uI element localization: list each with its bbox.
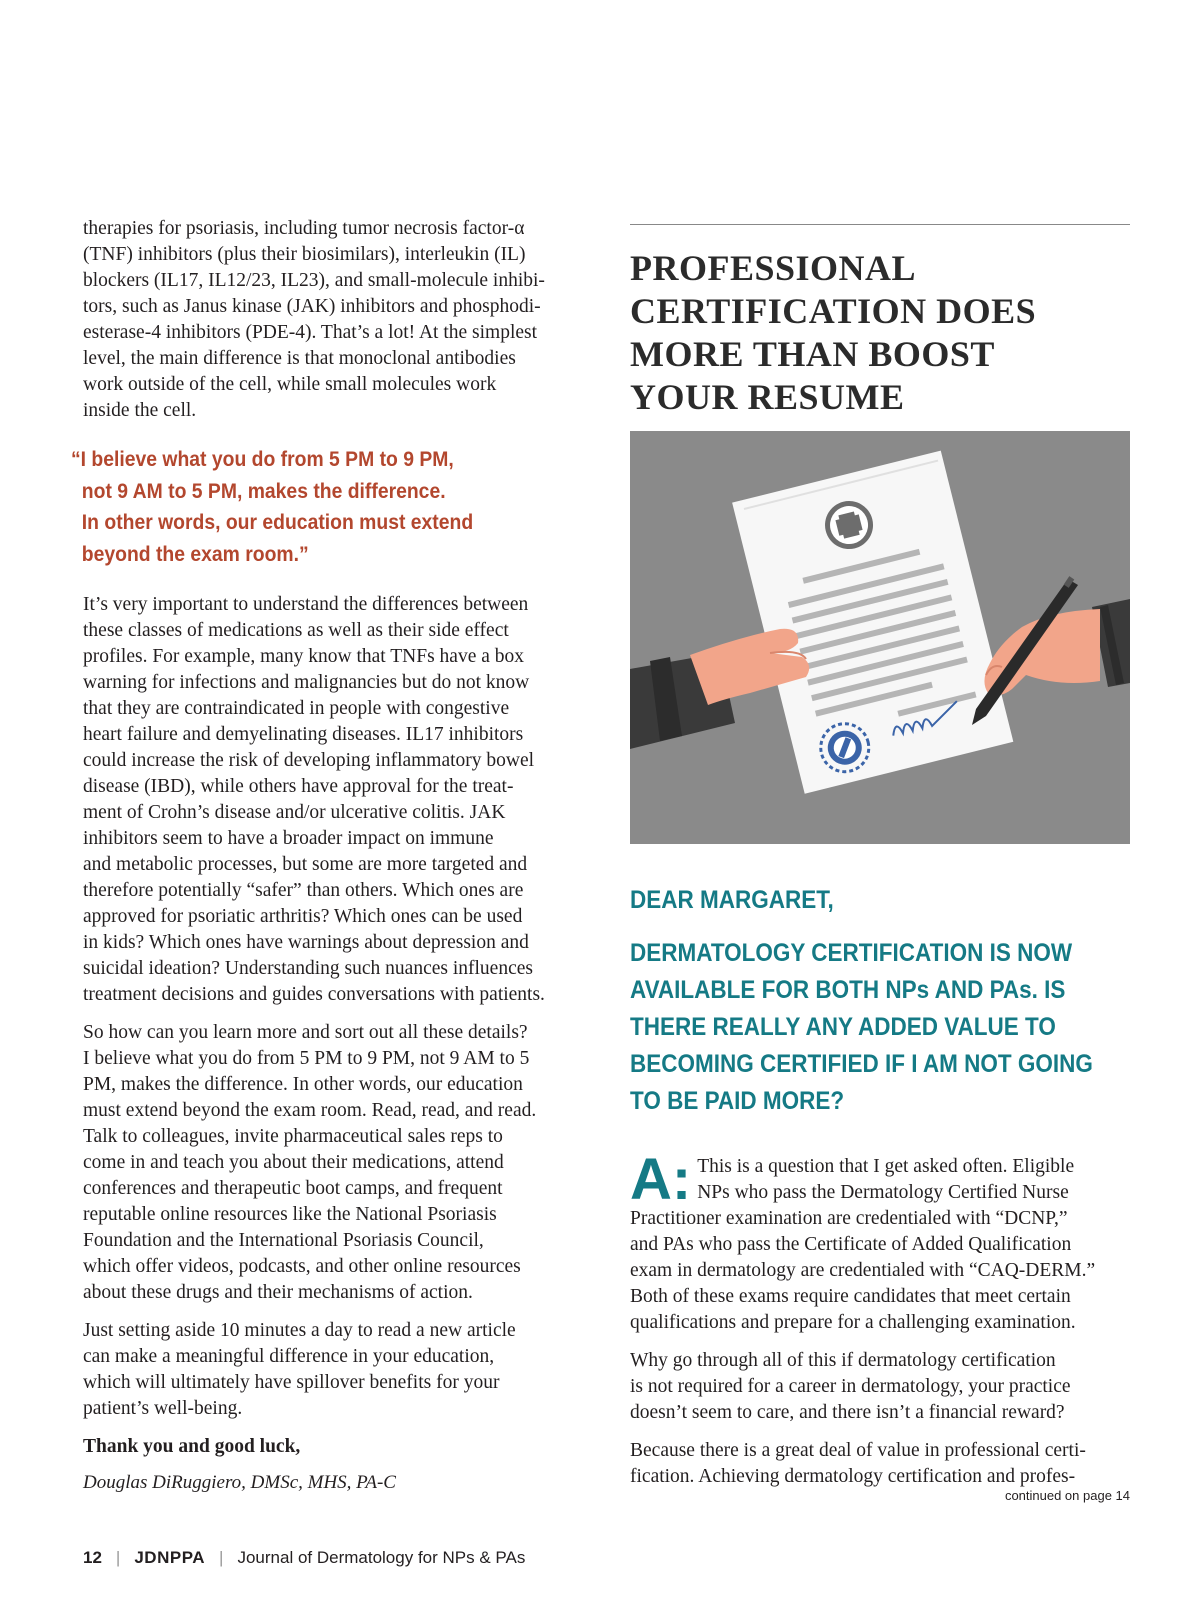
continued-note: continued on page 14 xyxy=(1004,1488,1130,1503)
signing-document-illustration xyxy=(630,431,1130,844)
text-line: conferences and therapeutic boot camps, and frequent xyxy=(83,1178,503,1199)
text-line: Because there is a great deal of value in professional certi- xyxy=(630,1440,1086,1461)
text-line: Just setting aside 10 minutes a day to read a new article xyxy=(83,1320,516,1341)
text-line: and metabolic processes, but some are more targeted and xyxy=(83,854,528,875)
text-line: AVAILABLE FOR BOTH NPs AND PAs. IS xyxy=(630,976,1066,1004)
text-line: THERE REALLY ANY ADDED VALUE TO xyxy=(630,1013,1056,1041)
text-line: work outside of the cell, while small molecules work xyxy=(83,374,497,395)
text-line: profiles. For example, many know that TNFs have a box xyxy=(83,646,525,667)
text-line: which will ultimately have spillover benefits for your xyxy=(83,1372,500,1393)
text-line: Both of these exams require candidates that meet certain xyxy=(630,1286,1071,1307)
text-line: warning for infections and malignancies but do not know xyxy=(83,672,530,693)
text-line: level, the main difference is that monoclonal antibodies xyxy=(83,348,516,369)
right-column xyxy=(630,216,1130,1503)
text-line: approved for psoriatic arthritis? Which ones can be used xyxy=(83,906,523,927)
text-line: qualifications and prepare for a challenging examination. xyxy=(630,1312,1076,1333)
text-line: therapies for psoriasis, including tumor necrosis factor-α xyxy=(83,218,525,239)
signoff: Thank you and good luck, xyxy=(83,1436,301,1457)
text-line: inside the cell. xyxy=(83,400,197,421)
body-paragraph-4 xyxy=(83,1318,583,1422)
article-headline xyxy=(630,247,1130,419)
text-line: inhibitors seem to have a broader impact on immune xyxy=(83,828,494,849)
letter-greeting: DEAR MARGARET, xyxy=(630,886,834,914)
text-line: Practitioner examination are credentialed with “DCNP,” xyxy=(630,1208,1068,1229)
text-line: come in and teach you about their medications, attend xyxy=(83,1152,504,1173)
footer-separator: | xyxy=(115,1548,121,1567)
text-line: So how can you learn more and sort out all these details? xyxy=(83,1022,528,1043)
answer-paragraph-1 xyxy=(630,1147,1130,1336)
text-line: TO BE PAID MORE? xyxy=(630,1087,845,1115)
body-paragraph-1 xyxy=(83,216,583,424)
body-paragraph-3 xyxy=(83,1020,583,1306)
text-line: YOUR RESUME xyxy=(630,377,905,417)
text-line: treatment decisions and guides conversations with patients. xyxy=(83,984,545,1005)
answer-dropcap: A: xyxy=(630,1147,692,1212)
journal-name: Journal of Dermatology for NPs & PAs xyxy=(237,1548,526,1567)
text-line: It’s very important to understand the differences between xyxy=(83,594,529,615)
text-line: reputable online resources like the National Psoriasis xyxy=(83,1204,497,1225)
page-number: 12 xyxy=(83,1548,102,1567)
text-line: must extend beyond the exam room. Read, read, and read. xyxy=(83,1100,537,1121)
pull-quote xyxy=(71,444,571,570)
text-line: heart failure and demyelinating diseases. IL17 inhibitors xyxy=(83,724,524,745)
journal-abbreviation: JDNPPA xyxy=(134,1548,206,1567)
pull-quote-line: beyond the exam room.” xyxy=(81,541,309,566)
text-line: I believe what you do from 5 PM to 9 PM, not 9 AM to 5 xyxy=(83,1048,530,1069)
text-line: Talk to colleagues, invite pharmaceutical sales reps to xyxy=(83,1126,503,1147)
text-line: about these drugs and their mechanisms of action. xyxy=(83,1282,473,1303)
text-line: patient’s well-being. xyxy=(83,1398,243,1419)
text-line: PROFESSIONAL xyxy=(630,248,917,288)
answer-block xyxy=(630,1147,1130,1336)
text-line: esterase-4 inhibitors (PDE-4). That’s a lot! At the simplest xyxy=(83,322,538,343)
pull-quote-line: In other words, our education must extend xyxy=(81,510,474,534)
text-line: can make a meaningful difference in your education, xyxy=(83,1346,495,1367)
text-line: is not required for a career in dermatology, your practice xyxy=(630,1376,1071,1397)
text-line: Foundation and the International Psoriasis Council, xyxy=(83,1230,484,1251)
text-line: (TNF) inhibitors (plus their biosimilars), interleukin (IL) xyxy=(83,244,526,265)
text-line: MORE THAN BOOST xyxy=(630,334,995,374)
text-line: ment of Crohn’s disease and/or ulcerative colitis. JAK xyxy=(83,802,506,823)
text-line: This is a question that I get asked often. Eligible xyxy=(697,1156,1075,1177)
text-line: therefore potentially “safer” than others. Which ones are xyxy=(83,880,524,901)
text-line: could increase the risk of developing inflammatory bowel xyxy=(83,750,535,771)
section-divider xyxy=(630,224,1130,225)
text-line: BECOMING CERTIFIED IF I AM NOT GOING xyxy=(630,1050,1093,1078)
text-line: doesn’t seem to care, and there isn’t a financial reward? xyxy=(630,1402,1065,1423)
text-line: that they are contraindicated in people with congestive xyxy=(83,698,510,719)
left-column xyxy=(71,216,583,1496)
footer-separator-2: | xyxy=(219,1548,224,1567)
text-line: in kids? Which ones have warnings about depression and xyxy=(83,932,529,953)
text-line: tors, such as Janus kinase (JAK) inhibitors and phosphodi- xyxy=(83,296,541,317)
pull-quote-line: “I believe what you do from 5 PM to 9 PM, xyxy=(71,447,454,471)
page-footer xyxy=(83,1548,525,1568)
answer-paragraph-2 xyxy=(630,1348,1130,1426)
text-line: CERTIFICATION DOES xyxy=(630,291,1037,331)
text-line: PM, makes the difference. In other words, our education xyxy=(83,1074,523,1095)
text-line: these classes of medications as well as their side effect xyxy=(83,620,509,641)
reader-question xyxy=(630,935,1130,1120)
pull-quote-line: not 9 AM to 5 PM, makes the difference. xyxy=(81,478,446,503)
body-paragraph-2 xyxy=(83,592,583,1008)
text-line: fication. Achieving dermatology certification and profes- xyxy=(630,1466,1076,1487)
text-line: NPs who pass the Dermatology Certified Nurse xyxy=(697,1182,1069,1203)
author-signature: Douglas DiRuggiero, DMSc, MHS, PA-C xyxy=(83,1472,396,1493)
text-line: disease (IBD), while others have approval for the treat- xyxy=(83,776,514,797)
text-line: suicidal ideation? Understanding such nuances influences xyxy=(83,958,533,979)
text-line: DERMATOLOGY CERTIFICATION IS NOW xyxy=(630,939,1073,967)
text-line: and PAs who pass the Certificate of Added Qualification xyxy=(630,1234,1072,1255)
text-line: Why go through all of this if dermatology certification xyxy=(630,1350,1056,1371)
text-line: blockers (IL17, IL12/23, IL23), and small-molecule inhibi- xyxy=(83,270,545,291)
answer-paragraph-3 xyxy=(630,1438,1130,1490)
text-line: which offer videos, podcasts, and other online resources xyxy=(83,1256,521,1277)
text-line: exam in dermatology are credentialed with “CAQ-DERM.” xyxy=(630,1260,1096,1281)
